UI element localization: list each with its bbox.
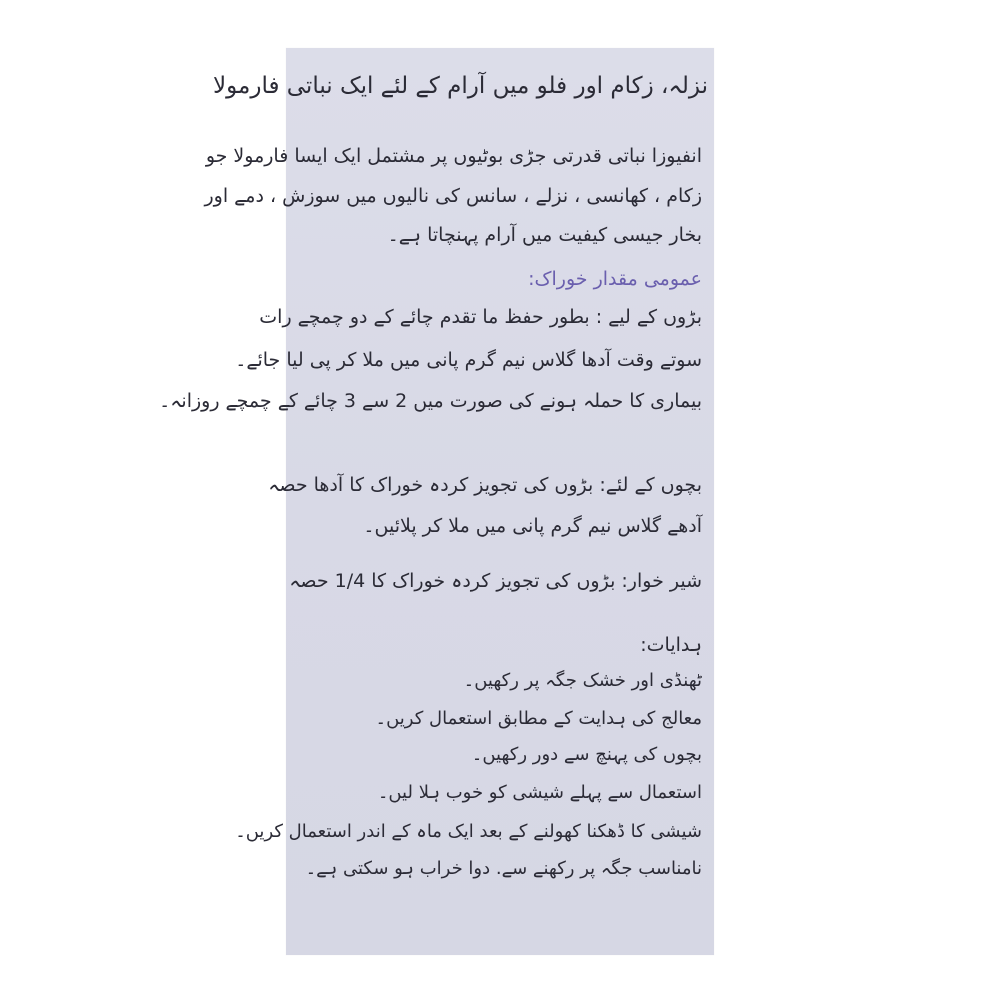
adults-dosage-line-3: بیماری کا حملہ ہونے کی صورت میں 2 سے 3 چائے کے چمچے روزانہ۔ [159, 390, 702, 412]
children-dosage-line-2: آدھے گلاس نیم گرم پانی میں ملا کر پلائیں۔ [363, 515, 702, 537]
instruction-item: شیشی کا ڈھکنا کھولنے کے بعد ایک ماہ کے اندر استعمال کریں۔ [235, 821, 702, 842]
infants-dosage: شیر خوار: بڑوں کی تجویز کردہ خوراک کا 1/4 حصہ [289, 570, 702, 592]
children-dosage-line-1: بچوں کے لئے: بڑوں کی تجویز کردہ خوراک کا آدھا حصہ [268, 474, 702, 496]
instruction-item: استعمال سے پہلے شیشی کو خوب ہلا لیں۔ [377, 782, 702, 803]
adults-dosage-line-1: بڑوں کے لیے : بطور حفظ ما تقدم چائے کے دو چمچے رات [259, 306, 702, 328]
instruction-item: بچوں کی پہنچ سے دور رکھیں۔ [471, 744, 702, 765]
product-label-card [159, 48, 714, 955]
instruction-item: معالج کی ہدایت کے مطابق استعمال کریں۔ [375, 708, 702, 729]
instructions-heading: ہدایات: [640, 634, 702, 656]
instruction-item: نامناسب جگہ پر رکھنے سے. دوا خراب ہو سکتی ہے۔ [305, 858, 702, 879]
instruction-item: ٹھنڈی اور خشک جگہ پر رکھیں۔ [463, 670, 702, 691]
dosage-heading: عمومی مقدار خوراک: [528, 268, 702, 290]
intro-line-3: بخار جیسی کیفیت میں آرام پہنچاتا ہے۔ [387, 224, 702, 246]
document-title: نزلہ، زکام اور فلو میں آرام کے لئے ایک نباتی فارمولا [213, 73, 708, 99]
adults-dosage-line-2: سوتے وقت آدھا گلاس نیم گرم پانی میں ملا کر پی لیا جائے۔ [235, 349, 702, 371]
intro-line-1: انفیوزا نباتی قدرتی جڑی بوٹیوں پر مشتمل ایک ایسا فارمولا جو [205, 145, 702, 167]
intro-line-2: زکام ، کھانسی ، نزلے ، سانس کی نالیوں میں سوزش ، دمے اور [204, 185, 702, 207]
